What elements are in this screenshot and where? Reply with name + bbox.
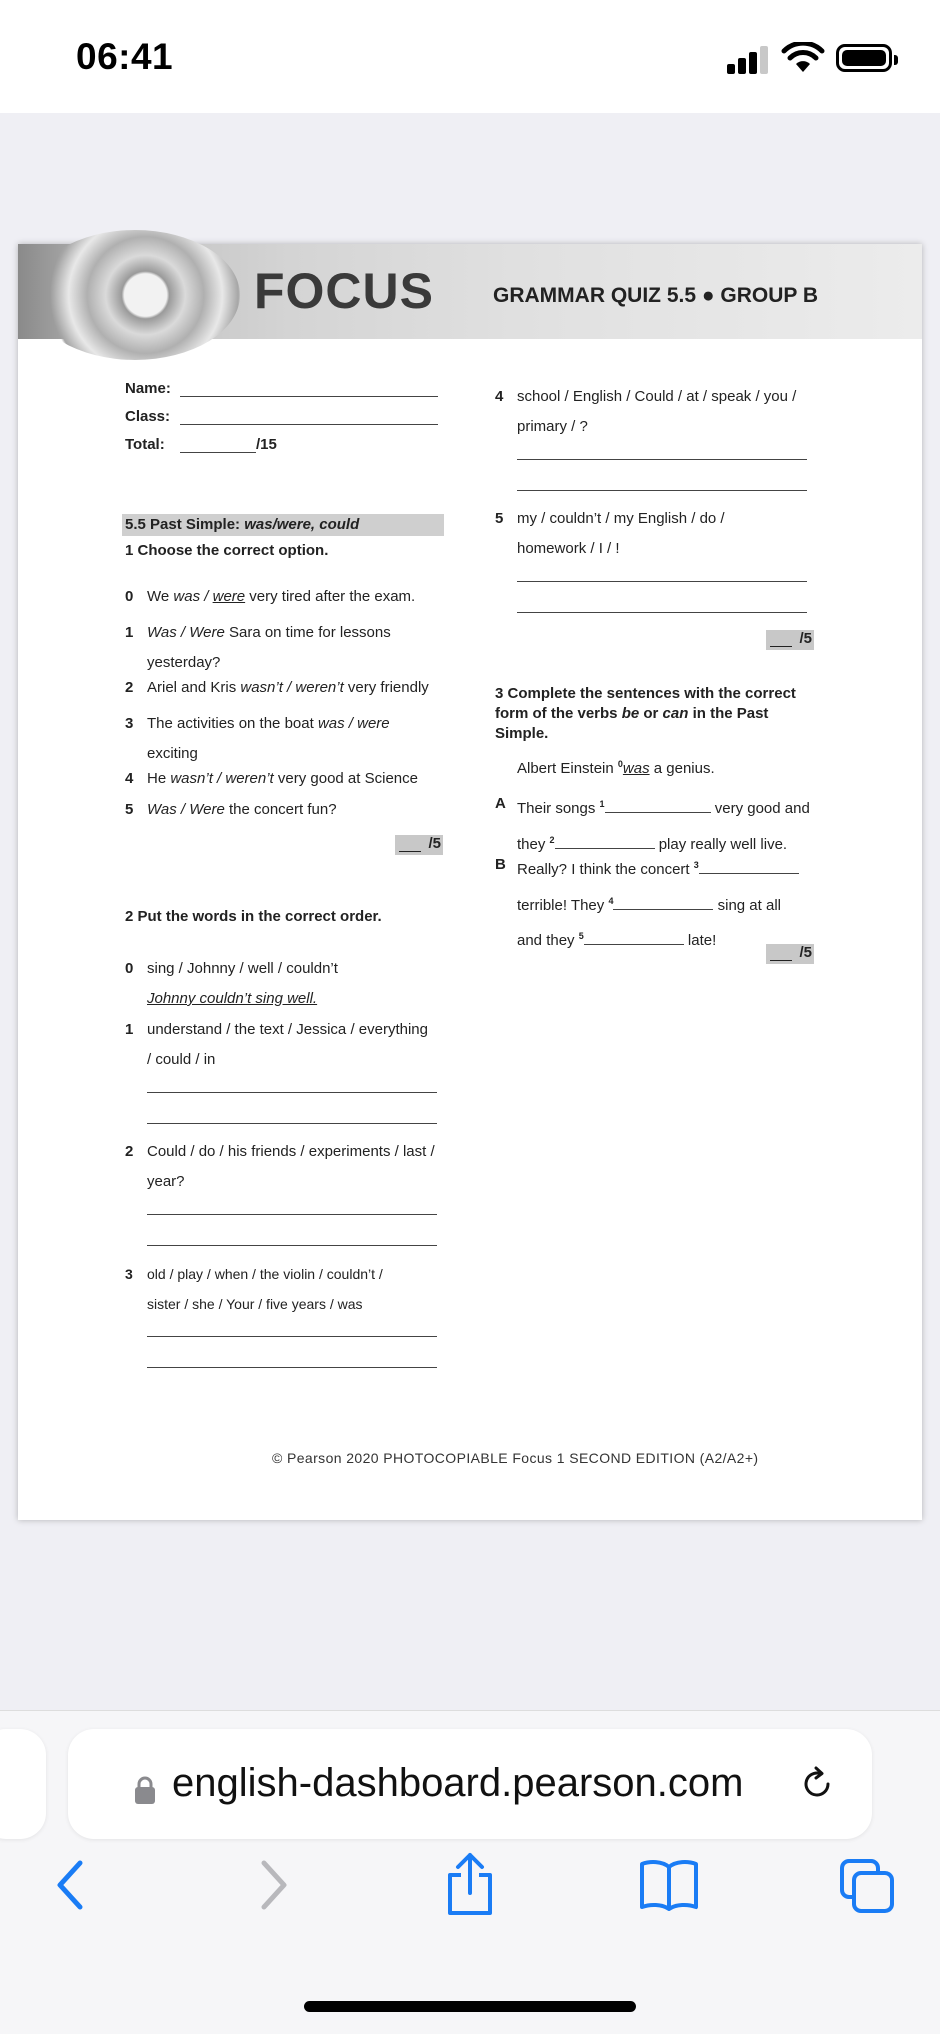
- list-item: 5 Was / Were the concert fun?: [125, 801, 337, 818]
- list-item: 2 Could / do / his friends / experiments / last / year?: [125, 1143, 435, 1190]
- ex3-dialogue-b: B Really? I think the concert $^3$ terrible! They $^4$ sing at all and they $^5$ late!: [495, 850, 835, 957]
- reload-icon[interactable]: [798, 1765, 836, 1803]
- name-label: Name:: [125, 380, 171, 397]
- answer-line: [517, 459, 807, 460]
- total-line: [180, 452, 256, 453]
- list-item: 3 old / play / when / the violin / couldn’t / sister / she / Your / five years / was: [125, 1266, 383, 1312]
- worksheet-page: [18, 244, 922, 1520]
- total-label: Total:: [125, 436, 165, 453]
- address-bar[interactable]: [68, 1729, 872, 1839]
- total-max: /15: [256, 436, 277, 453]
- forward-icon[interactable]: [256, 1857, 292, 1913]
- bookmarks-icon[interactable]: [638, 1859, 700, 1911]
- back-icon[interactable]: [52, 1857, 88, 1913]
- previous-tab-preview[interactable]: [0, 1729, 46, 1839]
- class-label: Class:: [125, 408, 171, 425]
- quiz-title: GRAMMAR QUIZ 5.5 ● GROUP B: [493, 284, 818, 307]
- list-item: 4 He wasn’t / weren’t very good at Science: [125, 770, 418, 787]
- answer-line: [517, 612, 807, 613]
- wifi-icon: [781, 42, 825, 74]
- battery-icon: [836, 44, 892, 72]
- list-item: 0 sing / Johnny / well / couldn’t Johnny couldn’t sing well.: [125, 960, 338, 1007]
- status-time: 06:41: [76, 36, 174, 77]
- list-item: 3 The activities on the boat was / were exciting: [125, 715, 390, 762]
- section-tag: 5.5 Past Simple: was/were, could: [122, 514, 444, 536]
- home-indicator[interactable]: [304, 2001, 636, 2012]
- class-line: [180, 424, 438, 425]
- status-bar: [0, 0, 940, 113]
- header-banner: [18, 244, 922, 339]
- ex2-score-box: /5: [766, 630, 814, 650]
- browser-nav-bar: [0, 1857, 940, 1947]
- ex3-title: 3 Complete the sentences with the correct form of the verbs be or can in the Past Simple.: [495, 685, 796, 742]
- list-item: 4 school / English / Could / at / speak / you / primary / ?: [495, 388, 797, 435]
- signal-icon: [727, 44, 769, 74]
- lock-icon: [134, 1775, 156, 1805]
- focus-disc-graphic: [30, 230, 240, 360]
- answer-line: [147, 1214, 437, 1215]
- tabs-icon[interactable]: [838, 1857, 896, 1915]
- answer-line: [517, 581, 807, 582]
- ex1-score-box: /5: [395, 835, 443, 855]
- ex3-dialogue-a: A Their songs $^1$ very good and they $^2$ play really well live.: [495, 795, 810, 853]
- share-icon[interactable]: [444, 1851, 496, 1917]
- ex1-title: 1 Choose the correct option.: [125, 542, 329, 559]
- list-item: 2 Ariel and Kris wasn’t / weren’t very friendly: [125, 679, 429, 696]
- focus-logo: FOCUS: [254, 263, 434, 319]
- answer-line: [147, 1123, 437, 1124]
- ex3-example: Albert Einstein $^0$was a genius.: [517, 759, 715, 777]
- answer-line: [147, 1367, 437, 1368]
- list-item: 1 understand / the text / Jessica / everything / could / in: [125, 1021, 428, 1068]
- ex2-title: 2 Put the words in the correct order.: [125, 908, 382, 925]
- list-item: 5 my / couldn’t / my English / do / homework / I / !: [495, 510, 725, 557]
- list-item: 1 Was / Were Sara on time for lessons yesterday?: [125, 624, 391, 671]
- answer-line: [517, 490, 807, 491]
- copyright-footer: © Pearson 2020 PHOTOCOPIABLE Focus 1 SECOND EDITION (A2/A2+): [272, 1450, 759, 1466]
- name-line: [180, 396, 438, 397]
- answer-line: [147, 1245, 437, 1246]
- url-text: english-dashboard.pearson.com: [172, 1761, 744, 1805]
- browser-toolbar: [0, 1710, 940, 2034]
- answer-line: [147, 1336, 437, 1337]
- answer-line: [147, 1092, 437, 1093]
- list-item: 0 We was / were very tired after the exam.: [125, 588, 416, 605]
- ex3-score-box: /5: [766, 944, 814, 964]
